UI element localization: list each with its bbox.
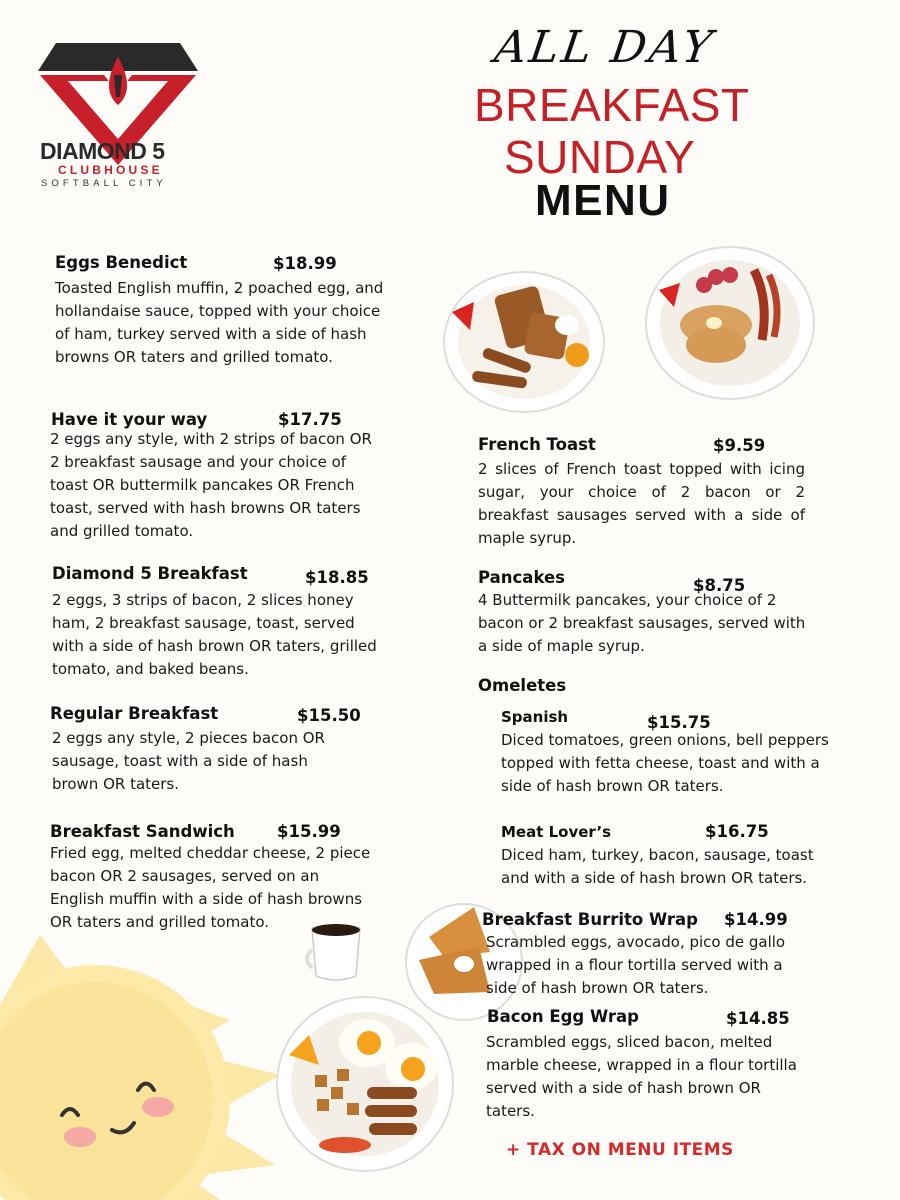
item-description: 2 eggs any style, with 2 strips of bacon OR 2 breakfast sausage and your choice of toast OR buttermilk pancakes OR French toast, served with hash browns OR taters and grilled tomato. bbox=[50, 430, 372, 540]
item-name: Breakfast Sandwich bbox=[50, 822, 235, 841]
item-name: Diamond 5 Breakfast bbox=[52, 564, 248, 583]
sun-illustration bbox=[0, 925, 320, 1200]
french-toast-plate-image bbox=[442, 270, 607, 415]
pancake-plate-image bbox=[644, 245, 816, 402]
item-price: $15.75 bbox=[647, 713, 711, 732]
tax-notice: + TAX ON MENU ITEMS bbox=[506, 1140, 734, 1160]
title-breakfast: BREAKFAST bbox=[474, 79, 750, 131]
item-description: 2 slices of French toast topped with icing sugar, your choice of 2 bacon or 2 breakfast sausages served with a side of maple syrup. bbox=[478, 460, 805, 547]
item-name: Meat Lover’s bbox=[501, 823, 612, 841]
item-price: $17.75 bbox=[278, 410, 342, 429]
item-price: $14.99 bbox=[724, 910, 788, 929]
item-name: Bacon Egg Wrap bbox=[487, 1007, 639, 1026]
eggs-breakfast-plate-image bbox=[275, 995, 455, 1173]
item-description: 4 Buttermilk pancakes, your choice of 2 bacon or 2 breakfast sausages, served with a side of maple syrup. bbox=[478, 591, 806, 655]
item-price: $14.85 bbox=[726, 1009, 790, 1028]
item-price: $9.59 bbox=[713, 436, 766, 455]
item-description: Scrambled eggs, sliced bacon, melted marble cheese, wrapped in a flour tortilla served with a side of hash brown OR taters. bbox=[486, 1033, 797, 1120]
title-menu: MENU bbox=[535, 176, 671, 225]
logo-tag: SOFTBALL CITY bbox=[41, 178, 167, 189]
item-name: Eggs Benedict bbox=[55, 253, 188, 272]
logo-sub: CLUBHOUSE bbox=[58, 163, 163, 177]
item-price: $18.99 bbox=[273, 254, 337, 273]
item-description: 2 eggs, 3 strips of bacon, 2 slices honey ham, 2 breakfast sausage, toast, served with a side of hash brown OR taters, grilled tomato, and baked beans. bbox=[52, 591, 377, 678]
item-name: French Toast bbox=[478, 435, 596, 454]
item-name: Breakfast Burrito Wrap bbox=[482, 910, 698, 929]
item-price: $8.75 bbox=[693, 576, 746, 595]
item-name: Spanish bbox=[501, 708, 569, 726]
item-name: Have it your way bbox=[51, 410, 208, 429]
item-description: Diced ham, turkey, bacon, sausage, toast and with a side of hash brown OR taters. bbox=[501, 846, 814, 887]
logo-name: DIAMOND 5 bbox=[40, 138, 165, 164]
item-description: Scrambled eggs, avocado, pico de gallo wrapped in a flour tortilla served with a side of hash brown OR taters. bbox=[486, 933, 786, 997]
item-name: Regular Breakfast bbox=[50, 704, 219, 723]
item-name: Pancakes bbox=[478, 568, 565, 587]
item-description: Toasted English muffin, 2 poached egg, and hollandaise sauce, topped with your choice of ham, turkey served with a side of hash browns OR taters and grilled tomato. bbox=[55, 279, 384, 366]
title-sunday: SUNDAY bbox=[504, 131, 696, 183]
item-description: Fried egg, melted cheddar cheese, 2 piece bacon OR 2 sausages, served on an English muffin with a side of hash browns OR taters and grilled tomato. bbox=[50, 844, 371, 931]
item-price: $18.85 bbox=[305, 568, 369, 587]
omelettes-heading: Omeletes bbox=[478, 676, 567, 695]
item-price: $15.99 bbox=[277, 822, 341, 841]
item-price: $16.75 bbox=[705, 822, 769, 841]
title-all-day: ALL DAY bbox=[491, 22, 719, 73]
item-description: 2 eggs any style, 2 pieces bacon OR sausage, toast with a side of hash brown OR taters. bbox=[52, 729, 325, 793]
item-description: Diced tomatoes, green onions, bell peppers topped with fetta cheese, toast and with a side of hash brown OR taters. bbox=[501, 731, 829, 795]
item-price: $15.50 bbox=[297, 706, 361, 725]
